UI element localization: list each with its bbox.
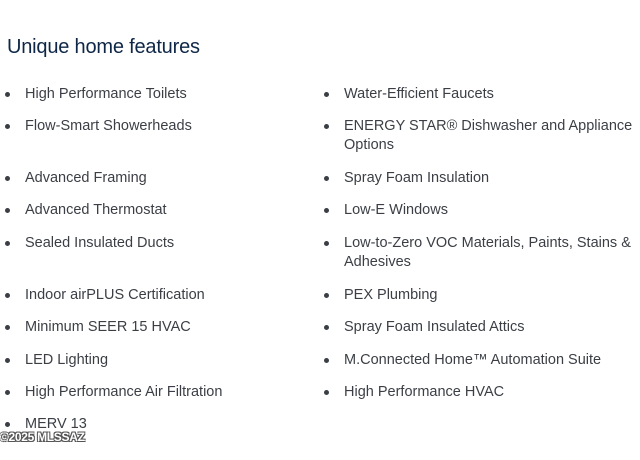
feature-item [324, 201, 640, 220]
bullet-icon [5, 124, 10, 129]
feature-label: ENERGY STAR® Dishwasher and Appliance Options [344, 118, 633, 153]
feature-label: Low-to-Zero VOC Materials, Paints, Stains & Adhesives [344, 235, 631, 270]
bullet-icon [5, 176, 10, 181]
bullet-icon [5, 92, 10, 97]
feature-label: LED Lighting [25, 352, 109, 368]
feature-label: MERV 13 [25, 416, 87, 432]
bullet-icon [5, 358, 10, 363]
feature-label: M.Connected Home™ Automation Suite [344, 352, 602, 368]
feature-item [5, 286, 315, 305]
bullet-icon [324, 358, 329, 363]
bullet-icon [5, 390, 10, 395]
feature-item [5, 201, 315, 220]
feature-label: Advanced Framing [25, 170, 147, 186]
feature-item [324, 169, 640, 188]
feature-label: Low-E Windows [344, 202, 448, 218]
feature-label: Water-Efficient Faucets [344, 86, 494, 102]
feature-item [324, 383, 640, 402]
feature-item [5, 351, 315, 370]
feature-label: High Performance Air Filtration [25, 384, 223, 400]
feature-item [5, 318, 315, 337]
feature-item [5, 169, 315, 188]
bullet-icon [324, 293, 329, 298]
feature-label: Advanced Thermostat [25, 202, 167, 218]
feature-label: Spray Foam Insulation [344, 170, 490, 186]
feature-label: Indoor airPLUS Certification [25, 287, 205, 303]
section-heading: Unique home features [7, 36, 200, 58]
feature-item [324, 351, 640, 370]
feature-item [5, 234, 315, 253]
bullet-icon [324, 241, 329, 246]
bullet-icon [324, 92, 329, 97]
bullet-icon [5, 208, 10, 213]
bullet-icon [5, 241, 10, 246]
feature-item [5, 85, 315, 104]
feature-label: Spray Foam Insulated Attics [344, 319, 525, 335]
bullet-icon [5, 325, 10, 330]
feature-label: Minimum SEER 15 HVAC [25, 319, 191, 335]
copyright-watermark: ©2025 MLSSAZ [0, 430, 85, 444]
feature-item [324, 286, 640, 305]
feature-item [5, 383, 315, 402]
feature-item [324, 234, 640, 272]
feature-label: Sealed Insulated Ducts [25, 235, 175, 251]
feature-label: High Performance Toilets [25, 86, 187, 102]
feature-label: PEX Plumbing [344, 287, 438, 303]
feature-label: Flow-Smart Showerheads [25, 118, 192, 134]
bullet-icon [324, 325, 329, 330]
bullet-icon [5, 422, 10, 427]
feature-item [324, 85, 640, 104]
feature-item [5, 117, 315, 136]
bullet-icon [324, 176, 329, 181]
bullet-icon [324, 208, 329, 213]
feature-item [324, 117, 640, 155]
bullet-icon [324, 390, 329, 395]
bullet-icon [5, 293, 10, 298]
bullet-icon [324, 124, 329, 129]
feature-item [324, 318, 640, 337]
feature-label: High Performance HVAC [344, 384, 505, 400]
